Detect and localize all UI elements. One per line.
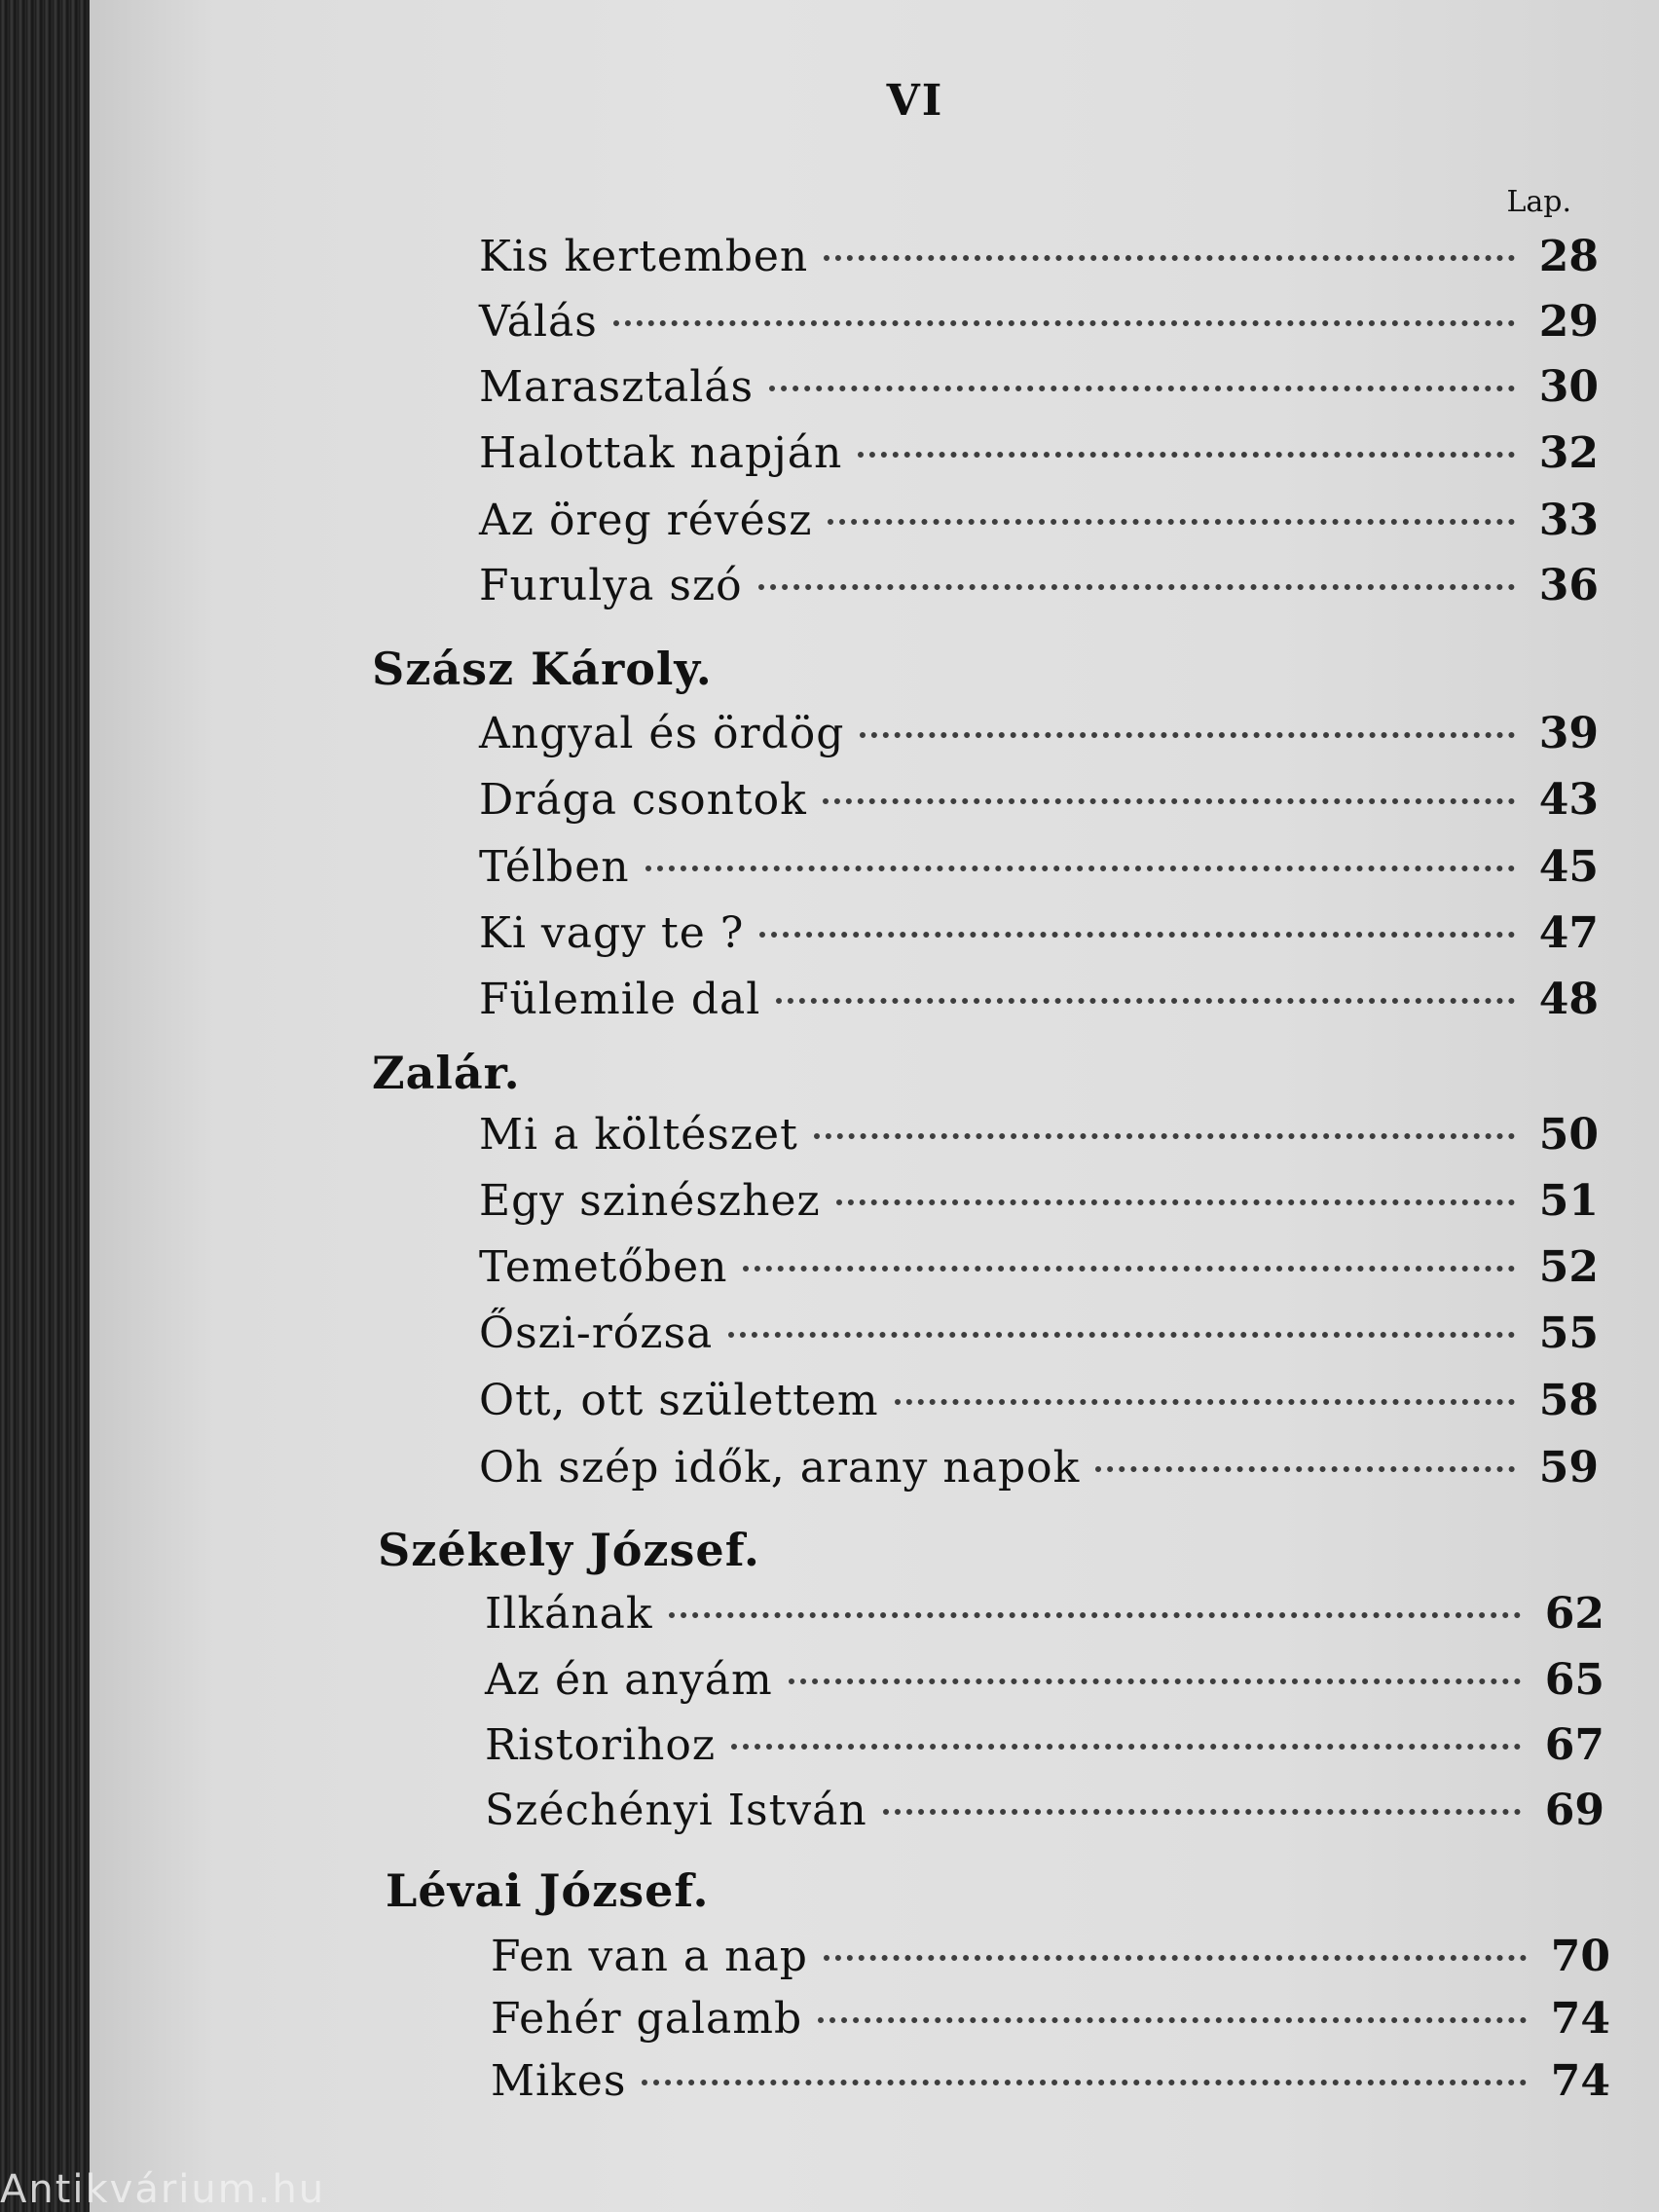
entry-title: Furulya szó — [479, 561, 743, 610]
leader-dots — [824, 255, 1515, 261]
leader-dots — [743, 1266, 1515, 1272]
leader-dots — [858, 452, 1515, 458]
entry-title: Ki vagy te ? — [479, 908, 745, 958]
toc-entry — [479, 709, 1599, 767]
entry-page: 58 — [1538, 1376, 1599, 1425]
toc-entry — [485, 1655, 1604, 1714]
entry-title: Télben — [479, 842, 630, 892]
page-column-label: Lap. — [1506, 185, 1571, 219]
leader-dots — [669, 1612, 1521, 1618]
entry-page: 65 — [1544, 1655, 1604, 1705]
toc-entry — [491, 1932, 1610, 1990]
leader-dots — [776, 998, 1515, 1004]
leader-dots — [642, 2080, 1527, 2085]
leader-dots — [769, 386, 1515, 391]
entry-title: Fülemile dal — [479, 975, 761, 1024]
entry-title: Angyal és ördög — [479, 709, 845, 758]
toc-entry — [479, 496, 1599, 554]
leader-dots — [728, 1332, 1515, 1338]
leader-dots — [818, 2017, 1527, 2023]
entry-page: 36 — [1538, 561, 1599, 610]
leader-dots — [824, 1955, 1527, 1961]
toc-entry — [479, 908, 1599, 967]
leader-dots — [814, 1133, 1515, 1139]
entry-page: 29 — [1538, 297, 1599, 347]
page-number: VI — [886, 76, 944, 126]
toc-entry — [479, 297, 1599, 355]
watermark: Antikvárium.hu — [0, 2167, 326, 2212]
entry-page: 30 — [1538, 362, 1599, 412]
toc-entry — [479, 842, 1599, 901]
entry-title: Mikes — [491, 2056, 627, 2106]
toc-entry — [479, 1110, 1599, 1168]
book-page — [90, 0, 1659, 2212]
author-heading: Székely József. — [378, 1524, 760, 1576]
toc-entry — [479, 1443, 1599, 1501]
entry-title: Az öreg révész — [479, 496, 813, 545]
entry-page: 74 — [1550, 2056, 1610, 2106]
entry-page: 45 — [1538, 842, 1599, 892]
entry-title: Ilkának — [485, 1589, 653, 1639]
entry-title: Őszi-rózsa — [479, 1309, 714, 1358]
entry-page: 51 — [1538, 1176, 1599, 1226]
leader-dots — [895, 1399, 1515, 1405]
entry-title: Kis kertemben — [479, 232, 809, 281]
author-heading: Zalár. — [372, 1047, 521, 1099]
entry-title: Fehér galamb — [491, 1994, 803, 2044]
toc-entry — [479, 975, 1599, 1033]
leader-dots — [836, 1199, 1515, 1205]
entry-title: Halottak napján — [479, 428, 843, 478]
entry-page: 43 — [1538, 775, 1599, 825]
entry-title: Egy szinészhez — [479, 1176, 821, 1226]
toc-entry — [479, 561, 1599, 619]
entry-title: Széchényi István — [485, 1786, 867, 1835]
entry-page: 59 — [1538, 1443, 1599, 1493]
toc-entry — [491, 2056, 1610, 2115]
entry-title: Oh szép idők, arany napok — [479, 1443, 1081, 1493]
entry-page: 52 — [1538, 1242, 1599, 1292]
entry-title: Ristorihoz — [485, 1720, 717, 1770]
entry-page: 39 — [1538, 709, 1599, 758]
book-spine-edge — [0, 0, 90, 2212]
entry-page: 74 — [1550, 1994, 1610, 2044]
leader-dots — [759, 932, 1515, 938]
entry-page: 33 — [1538, 496, 1599, 545]
entry-page: 70 — [1550, 1932, 1610, 1981]
entry-title: Drága csontok — [479, 775, 807, 825]
toc-entry — [479, 1176, 1599, 1235]
toc-entry — [479, 1376, 1599, 1434]
leader-dots — [883, 1809, 1521, 1815]
entry-page: 55 — [1538, 1309, 1599, 1358]
entry-page: 48 — [1538, 975, 1599, 1024]
author-heading: Lévai József. — [386, 1864, 710, 1917]
toc-entry — [479, 428, 1599, 487]
toc-entry — [479, 1309, 1599, 1367]
entry-page: 69 — [1544, 1786, 1604, 1835]
toc-entry — [485, 1720, 1604, 1779]
leader-dots — [789, 1678, 1521, 1684]
leader-dots — [645, 866, 1515, 871]
entry-title: Az én anyám — [485, 1655, 773, 1705]
entry-title: Temetőben — [479, 1242, 728, 1292]
entry-page: 47 — [1538, 908, 1599, 958]
entry-page: 67 — [1544, 1720, 1604, 1770]
author-heading: Szász Károly. — [372, 643, 713, 695]
leader-dots — [828, 519, 1515, 525]
leader-dots — [1095, 1466, 1515, 1472]
toc-entry — [479, 232, 1599, 290]
leader-dots — [758, 584, 1515, 590]
entry-page: 28 — [1538, 232, 1599, 281]
entry-title: Mi a költészet — [479, 1110, 798, 1160]
leader-dots — [613, 320, 1515, 326]
leader-dots — [731, 1744, 1521, 1750]
entry-page: 32 — [1538, 428, 1599, 478]
entry-title: Ott, ott születtem — [479, 1376, 879, 1425]
toc-entry — [479, 1242, 1599, 1301]
entry-title: Fen van a nap — [491, 1932, 808, 1981]
leader-dots — [823, 798, 1515, 804]
entry-title: Marasztalás — [479, 362, 755, 412]
entry-page: 62 — [1544, 1589, 1604, 1639]
toc-entry — [485, 1589, 1604, 1647]
toc-entry — [479, 362, 1599, 421]
leader-dots — [860, 732, 1515, 738]
toc-entry — [479, 775, 1599, 833]
entry-page: 50 — [1538, 1110, 1599, 1160]
entry-title: Válás — [479, 297, 598, 347]
toc-entry — [485, 1786, 1604, 1844]
toc-entry — [491, 1994, 1610, 2052]
